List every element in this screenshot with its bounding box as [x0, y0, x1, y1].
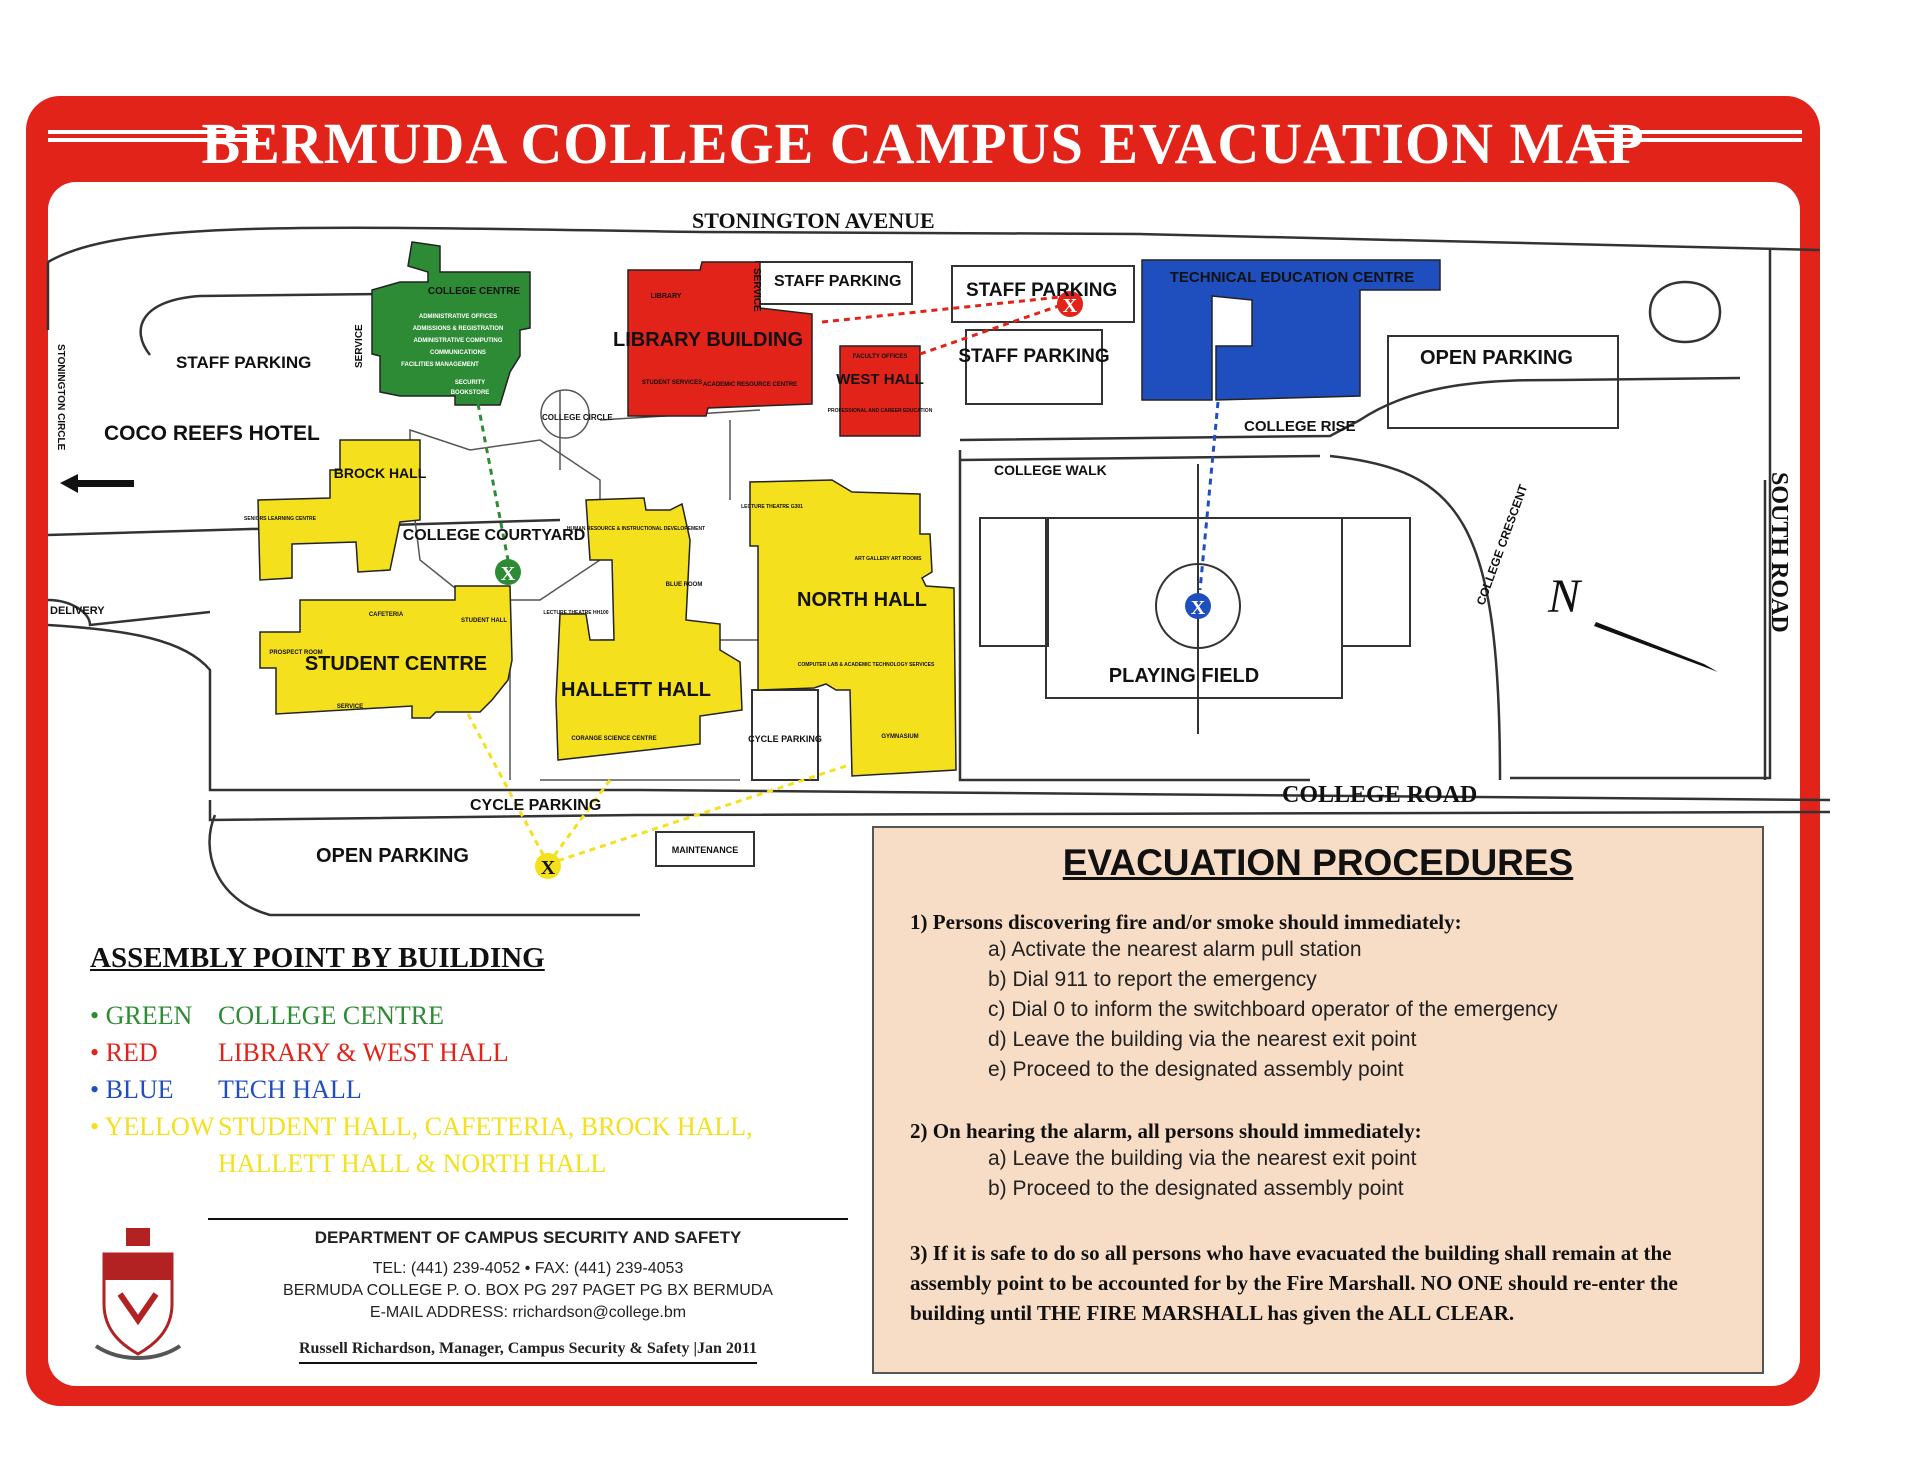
college-centre-sub-0: ADMINISTRATIVE OFFICES	[418, 314, 498, 320]
step1-item-e: e) Proceed to the designated assembly point	[988, 1058, 1404, 1081]
student-centre-student-hall: STUDENT HALL	[461, 618, 507, 624]
west-hall-sub: PROFESSIONAL AND CAREER EDUCATION	[827, 408, 933, 414]
library-name: LIBRARY BUILDING	[613, 329, 803, 351]
street-service-centre: SERVICE	[354, 324, 365, 368]
college-crest-icon	[90, 1214, 186, 1364]
assembly-color-green: • GREEN	[90, 1001, 193, 1030]
procedures-title: EVACUATION PROCEDURES	[1062, 842, 1574, 883]
student-centre-cafeteria: CAFETERIA	[368, 612, 404, 618]
maintenance: MAINTENANCE	[671, 845, 739, 855]
assembly-buildings-yellow: STUDENT HALL, CAFETERIA, BROCK HALL, HALLETT HALL & NORTH HALL	[218, 1112, 753, 1178]
department-manager: Russell Richardson, Manager, Campus Security & Safety |Jan 2011	[299, 1340, 757, 1364]
college-centre-sub-2: ADMINISTRATIVE COMPUTING	[413, 338, 503, 344]
library-sub1: STUDENT SERVICES	[641, 380, 703, 386]
north-arrow-icon	[1594, 622, 1718, 672]
step1-item-d: d) Leave the building via the nearest exit point	[988, 1028, 1417, 1051]
street-stonington-avenue: STONINGTON AVENUE	[692, 208, 935, 233]
west-hall-name: WEST HALL	[836, 371, 924, 388]
student-centre-service: SERVICE	[336, 704, 364, 710]
street-stonington-circle: STONINGTON CIRCLE	[55, 344, 66, 451]
college-centre-sub-3: COMMUNICATIONS	[430, 350, 486, 356]
staff-parking-center-label: STAFF PARKING	[958, 346, 1110, 367]
open-parking-south: OPEN PARKING	[316, 845, 469, 867]
brock-hall-name: BROCK HALL	[333, 465, 427, 481]
assembly-row-blue	[90, 1071, 850, 1108]
north-hall-lecture: LECTURE THEATRE G301	[741, 504, 803, 510]
north-indicator: N	[1548, 570, 1581, 623]
cycle-parking-inner: CYCLE PARKING	[748, 734, 822, 744]
step1-item-c: c) Dial 0 to inform the switchboard operator of the emergency	[988, 998, 1558, 1021]
college-centre-name: COLLEGE CENTRE	[427, 286, 521, 297]
hallett-hall-blue-room: BLUE ROOM	[665, 582, 703, 588]
staff-parking-ne: STAFF PARKING	[966, 280, 1118, 301]
department-phone: TEL: (441) 239-4052 • FAX: (441) 239-4053	[372, 1260, 684, 1277]
north-hall-name: NORTH HALL	[797, 589, 927, 611]
college-centre-sub-4: FACILITIES MANAGEMENT	[401, 362, 479, 368]
evacuation-procedures	[872, 826, 1764, 1374]
college-centre-sub-5: SECURITY	[454, 380, 486, 386]
college-centre-building	[372, 242, 530, 405]
assembly-row-green	[90, 997, 850, 1034]
assembly-color-yellow: • YELLOW	[90, 1112, 215, 1141]
street-service-library: SERVICE	[751, 268, 762, 312]
street-college-walk: COLLEGE WALK	[994, 462, 1107, 478]
step2-heading: 2) On hearing the alarm, all persons should immediately:	[910, 1119, 1422, 1143]
assembly-title: ASSEMBLY POINT BY BUILDING	[90, 942, 545, 974]
step1-item-a: a) Activate the nearest alarm pull station	[988, 938, 1362, 961]
brock-hall-building	[258, 440, 420, 580]
staff-parking-center	[958, 346, 1109, 367]
playing-field: PLAYING FIELD	[1108, 665, 1260, 687]
step2-item-b: b) Proceed to the designated assembly point	[988, 1177, 1404, 1200]
assembly-color-blue: • BLUE	[90, 1075, 174, 1104]
hallett-hall-name: HALLETT HALL	[561, 679, 711, 701]
student-centre-name: STUDENT CENTRE	[304, 653, 488, 675]
north-hall-lab: COMPUTER LAB & ACADEMIC TECHNOLOGY SERVICES	[797, 662, 935, 668]
assembly-buildings-green: COLLEGE CENTRE	[218, 1001, 445, 1030]
library-top: LIBRARY	[650, 293, 682, 300]
assembly-row-yellow	[90, 1108, 850, 1182]
hallett-hall-corange: CORANGE SCIENCE CENTRE	[571, 736, 657, 742]
assembly-color-red: • RED	[90, 1038, 158, 1067]
assembly-buildings-blue: TECH HALL	[218, 1075, 362, 1104]
department-email: E-MAIL ADDRESS: rrichardson@college.bm	[369, 1304, 687, 1321]
step1-heading: 1) Persons discovering fire and/or smoke should immediately:	[910, 910, 1462, 934]
cycle-parking-south: CYCLE PARKING	[470, 797, 602, 814]
assembly-x-yellow: X	[540, 857, 556, 879]
west-hall-top: FACULTY OFFICES	[852, 354, 908, 360]
assembly-x-green: X	[500, 563, 516, 585]
map-title: BERMUDA COLLEGE CAMPUS EVACUATION MAP	[201, 111, 1645, 176]
department-text	[208, 1218, 848, 1364]
step3-text: 3) If it is safe to do so all persons who have evacuated the building shall remain at the assembly point to be accounted for by the Fire Marshall. NO ONE should re-enter the building until THE FIRE MARSHALL has given the ALL CLEAR.	[910, 1241, 1678, 1325]
street-delivery: DELIVERY	[50, 605, 105, 617]
step2-item-a: a) Leave the building via the nearest exit point	[988, 1147, 1417, 1170]
north-hall-building	[750, 480, 956, 776]
assembly-legend	[90, 942, 850, 1182]
hallett-hall-lecture: LECTURE THEATRE HH100	[543, 610, 609, 616]
tech-centre-name: TECHNICAL EDUCATION CENTRE	[1169, 269, 1415, 286]
department-title: DEPARTMENT OF CAMPUS SECURITY AND SAFETY	[208, 1218, 848, 1248]
department-address: BERMUDA COLLEGE P. O. BOX PG 297 PAGET PG BX BERMUDA	[283, 1282, 773, 1299]
hallett-hall-hr: HUMAN RESOURCE & INSTRUCTIONAL DEVELOPEMENT	[566, 526, 706, 532]
library-sub2: ACADEMIC RESOURCE CENTRE	[702, 382, 798, 388]
street-college-rise: COLLEGE RISE	[1244, 418, 1356, 435]
street-south-road: SOUTH ROAD	[1766, 472, 1792, 633]
west-arrow-icon	[60, 474, 134, 493]
street-college-circle: COLLEGE CIRCLE	[542, 413, 613, 422]
north-hall-gym: GYMNASIUM	[881, 734, 919, 740]
coco-reefs-hotel: COCO REEFS HOTEL	[104, 422, 320, 445]
street-college-crescent: COLLEGE CRESCENT	[1473, 482, 1531, 608]
north-hall-art: ART GALLERY ART ROOMS	[854, 556, 922, 562]
assembly-buildings-red: LIBRARY & WEST HALL	[218, 1038, 509, 1067]
assembly-row-red	[90, 1034, 850, 1071]
college-courtyard: COLLEGE COURTYARD	[402, 527, 586, 544]
brock-hall-sub: SENIORS LEARNING CENTRE	[244, 516, 316, 522]
open-parking-east: OPEN PARKING	[1420, 347, 1573, 369]
staff-parking-north: STAFF PARKING	[774, 273, 902, 290]
staff-parking-west: STAFF PARKING	[176, 353, 312, 372]
student-centre-prospect: PROSPECT ROOM	[269, 650, 323, 656]
assembly-x-red: X	[1062, 295, 1078, 317]
college-centre-sub-6: BOOKSTORE	[450, 390, 490, 396]
street-college-road: COLLEGE ROAD	[1282, 782, 1478, 808]
college-centre-sub-1: ADMISSIONS & REGISTRATION	[412, 326, 504, 332]
department-footer	[80, 1208, 860, 1378]
assembly-x-blue: X	[1190, 597, 1206, 619]
step1-item-b: b) Dial 911 to report the emergency	[988, 968, 1317, 991]
